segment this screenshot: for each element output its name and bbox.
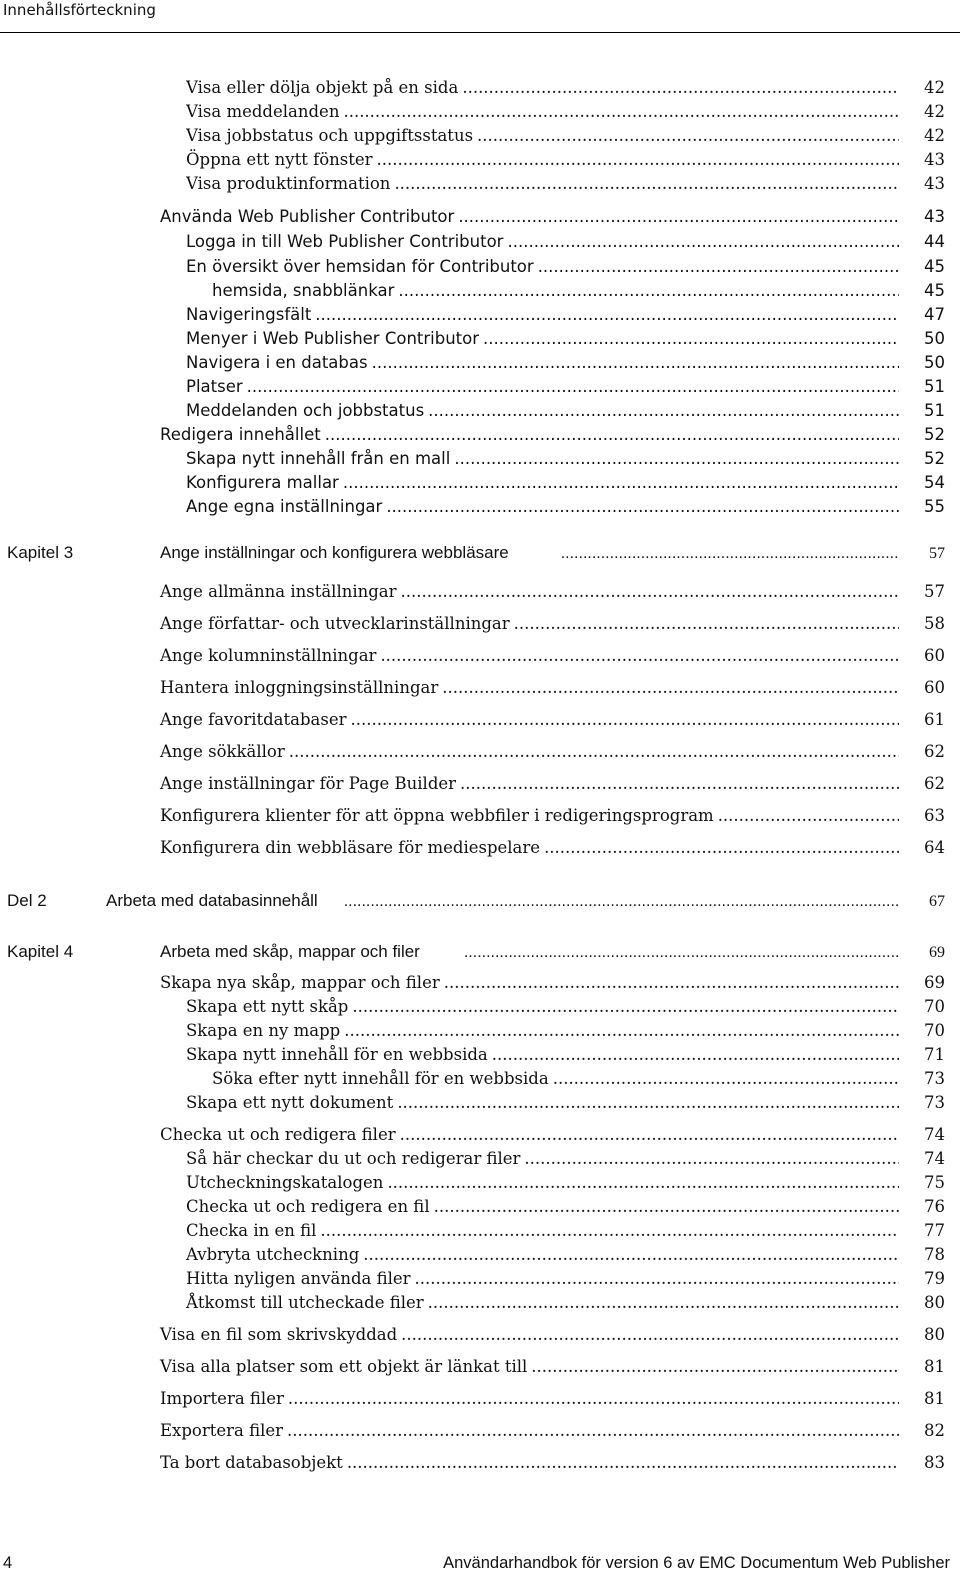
toc-entry-title: Redigera innehållet [160,425,321,444]
toc-dot-leader [542,838,899,857]
toc-dot-leader [529,1357,899,1376]
toc-page-number: 77 [924,1221,945,1240]
toc-entry[interactable] [0,401,960,427]
toc-dot-leader [341,473,899,492]
toc-dot-leader [361,1245,899,1264]
toc-entry-title: Konfigurera din webbläsare för mediespelare [160,838,541,857]
toc-entry[interactable] [0,1069,960,1095]
toc-page-number: 58 [924,614,945,633]
toc-page-number: 45 [924,281,945,300]
toc-dot-leader [392,174,899,193]
toc-dot-leader [318,1221,899,1240]
toc-page-number: 63 [924,806,945,825]
toc-entry[interactable] [0,207,960,233]
toc-page-number: 81 [924,1357,945,1376]
toc-entry[interactable] [0,102,960,128]
toc-entry-title: Navigeringsfält [186,305,312,324]
toc-page-number: 62 [924,742,945,761]
toc-dot-leader [395,1093,899,1112]
toc-entry[interactable] [0,1197,960,1223]
toc-dot-leader [716,806,899,825]
toc-page-number: 78 [924,1245,945,1264]
toc-dot-leader [413,1269,899,1288]
toc-dot-leader [462,944,899,962]
toc-dot-leader [432,1197,899,1216]
toc-entry-title: Checka ut och redigera filer [160,1125,396,1144]
toc-entry[interactable] [0,305,960,331]
toc-entry-title: Skapa ett nytt dokument [186,1093,394,1112]
toc-entry[interactable] [0,838,960,864]
toc-dot-leader [350,997,899,1016]
toc-entry-title: Ange favoritdatabaser [160,710,347,729]
toc-dot-leader [512,614,899,633]
toc-dot-leader [398,1125,899,1144]
toc-dot-leader [536,257,899,276]
toc-dot-leader [285,1421,899,1440]
toc-page-number: 71 [924,1045,945,1064]
toc-entry[interactable] [0,582,960,608]
toc-entry[interactable] [0,646,960,672]
toc-dot-leader [452,449,899,468]
toc-dot-leader [286,1389,899,1408]
toc-entry-title: Skapa en ny mapp [186,1021,341,1040]
toc-entry-title: Arbeta med skåp, mappar och filer [160,942,420,961]
toc-entry[interactable] [0,1149,960,1175]
toc-entry-title: Ange inställningar och konfigurera webbläsare [160,543,509,562]
toc-page-number: 42 [924,102,945,121]
toc-entry[interactable] [0,1093,960,1119]
toc-page-number: 80 [924,1325,945,1344]
toc-entry-title: Visa meddelanden [186,102,340,121]
toc-dot-leader [342,893,899,911]
toc-page-number: 51 [924,401,945,420]
toc-page-number: 60 [924,678,945,697]
toc-page-number: 82 [924,1421,945,1440]
toc-page-number: 57 [929,545,945,562]
toc-dot-leader [375,150,899,169]
toc-entry-title: Logga in till Web Publisher Contributor [186,232,504,251]
toc-page-number: 67 [929,893,945,910]
toc-page-number: 55 [924,497,945,516]
toc-page-number: 51 [924,377,945,396]
toc-dot-leader [342,1021,899,1040]
toc-entry[interactable] [0,1125,960,1151]
toc-dot-leader [456,207,899,226]
toc-dot-leader [384,497,899,516]
footer-book-title: Användarhandbok för version 6 av EMC Documentum Web Publisher [443,1554,950,1572]
toc-dot-leader [323,425,899,444]
header-rule [0,32,960,33]
toc-entry[interactable] [0,449,960,475]
toc-entry-title: Avbryta utcheckning [186,1245,360,1264]
toc-entry[interactable] [0,353,960,379]
page-header-title: Innehållsförteckning [3,1,156,19]
toc-entry[interactable] [0,891,960,917]
toc-page-number: 73 [924,1069,945,1088]
toc-entry-title: Importera filer [160,1389,284,1408]
toc-entry-title: Använda Web Publisher Contributor [160,207,455,226]
toc-entry-title: Ange inställningar för Page Builder [160,774,457,793]
toc-entry[interactable] [0,1325,960,1351]
toc-dot-leader [505,232,899,251]
toc-page-number: 70 [924,1021,945,1040]
toc-dot-leader [426,401,899,420]
toc-entry[interactable] [0,473,960,499]
toc-dot-leader [341,102,899,121]
toc-entry-title: En översikt över hemsidan för Contributor [186,257,534,276]
toc-entry[interactable] [0,678,960,704]
toc-entry[interactable] [0,742,960,768]
toc-entry[interactable] [0,257,960,283]
toc-page-number: 50 [924,329,945,348]
toc-dot-leader [551,1069,899,1088]
toc-dot-leader [460,78,899,97]
toc-dot-leader [349,710,900,729]
toc-chapter-label: Del 2 [7,891,47,910]
toc-entry-title: Skapa nytt innehåll för en webbsida [186,1045,488,1064]
toc-entry[interactable] [0,174,960,200]
toc-entry-title: Platser [186,377,243,396]
toc-entry-title: Skapa ett nytt skåp [186,997,349,1016]
toc-page-number: 42 [924,78,945,97]
toc-entry-title: Visa en fil som skrivskyddad [160,1325,398,1344]
toc-entry-title: Ange sökkällor [160,742,285,761]
toc-entry-title: Konfigurera klienter för att öppna webbfiler i redigeringsprogram [160,806,714,825]
toc-entry-title: Ta bort databasobjekt [160,1453,343,1472]
toc-page-number: 50 [924,353,945,372]
toc-page-number: 64 [924,838,945,857]
toc-dot-leader [399,582,899,601]
toc-page-number: 43 [924,150,945,169]
toc-entry[interactable] [0,1173,960,1199]
toc-entry[interactable] [0,497,960,523]
toc-page-number: 60 [924,646,945,665]
toc-entry-title: Ange kolumninställningar [160,646,377,665]
toc-entry[interactable] [0,78,960,104]
toc-chapter-label: Kapitel 4 [7,942,74,961]
toc-page-number: 80 [924,1293,945,1312]
toc-page-number: 79 [924,1269,945,1288]
toc-entry-title: Arbeta med databasinnehåll [106,891,318,910]
toc-page-number: 52 [924,449,945,468]
toc-page-number: 76 [924,1197,945,1216]
toc-entry[interactable] [0,232,960,258]
toc-entry-title: Skapa nytt innehåll från en mall [186,449,451,468]
toc-page-number: 83 [924,1453,945,1472]
toc-dot-leader [475,126,899,145]
toc-dot-leader [245,377,899,396]
toc-page-number: 73 [924,1093,945,1112]
toc-entry-title: Åtkomst till utcheckade filer [186,1293,424,1312]
toc-entry[interactable] [0,997,960,1023]
toc-page-number: 81 [924,1389,945,1408]
toc-entry[interactable] [0,774,960,800]
toc-entry[interactable] [0,1389,960,1415]
toc-entry-title: Utcheckningskatalogen [186,1173,384,1192]
toc-page-number: 74 [924,1125,945,1144]
toc-entry-title: Checka in en fil [186,1221,317,1240]
toc-entry[interactable] [0,1245,960,1271]
toc-entry-title: Exportera filer [160,1421,284,1440]
toc-page-number: 45 [924,257,945,276]
toc-page-number: 44 [924,232,945,251]
toc-page-number: 57 [924,582,945,601]
toc-dot-leader [287,742,899,761]
toc-entry-title: Menyer i Web Publisher Contributor [186,329,480,348]
toc-entry-title: Visa eller dölja objekt på en sida [186,78,459,97]
toc-entry[interactable] [0,614,960,640]
toc-entry-title: Visa jobbstatus och uppgiftsstatus [186,126,474,145]
toc-dot-leader [440,678,899,697]
toc-entry-title: Ange författar- och utvecklarinställningar [160,614,510,633]
toc-entry[interactable] [0,377,960,403]
toc-entry[interactable] [0,126,960,152]
toc-entry[interactable] [0,1269,960,1295]
toc-entry-title: Söka efter nytt innehåll för en webbsida [212,1069,549,1088]
toc-page-number: 54 [924,473,945,492]
toc-page-number: 47 [924,305,945,324]
toc-entry-title: Konfigurera mallar [186,473,339,492]
toc-entry[interactable] [0,150,960,176]
toc-entry[interactable] [0,1421,960,1447]
toc-dot-leader [345,1453,899,1472]
toc-page-number: 70 [924,997,945,1016]
toc-entry[interactable] [0,1045,960,1071]
toc-entry-title: Meddelanden och jobbstatus [186,401,425,420]
toc-entry-title: Ange allmänna inställningar [160,582,397,601]
toc-entry-title: Visa alla platser som ett objekt är länkat till [160,1357,528,1376]
toc-entry[interactable] [0,806,960,832]
toc-entry-title: Visa produktinformation [186,174,391,193]
toc-entry[interactable] [0,1221,960,1247]
toc-entry-title: hemsida, snabblänkar [212,281,395,300]
toc-entry[interactable] [0,543,960,569]
toc-dot-leader [426,1293,899,1312]
toc-entry[interactable] [0,973,960,999]
toc-dot-leader [490,1045,899,1064]
toc-dot-leader [481,329,899,348]
toc-entry[interactable] [0,1293,960,1319]
toc-dot-leader [442,973,899,992]
toc-page-number: 43 [924,207,945,226]
toc-page-number: 69 [924,973,945,992]
toc-dot-leader [378,646,899,665]
toc-entry[interactable] [0,710,960,736]
toc-entry[interactable] [0,329,960,355]
toc-dot-leader [370,353,899,372]
toc-entry-title: Ange egna inställningar [186,497,383,516]
toc-dot-leader [458,774,899,793]
toc-dot-leader [399,1325,899,1344]
toc-page-number: 43 [924,174,945,193]
toc-page-number: 62 [924,774,945,793]
toc-entry-title: Navigera i en databas [186,353,368,372]
toc-entry[interactable] [0,425,960,451]
toc-entry-title: Så här checkar du ut och redigerar filer [186,1149,521,1168]
toc-entry-title: Öppna ett nytt fönster [186,150,373,169]
toc-page-number: 61 [924,710,945,729]
toc-dot-leader [396,281,899,300]
toc-entry[interactable] [0,1021,960,1047]
toc-dot-leader [385,1173,899,1192]
toc-entry-title: Hitta nyligen använda filer [186,1269,411,1288]
toc-page-number: 69 [929,944,945,961]
footer-page-number: 4 [3,1554,13,1572]
toc-entry-title: Checka ut och redigera en fil [186,1197,430,1216]
toc-page-number: 52 [924,425,945,444]
toc-dot-leader [559,545,899,563]
toc-page-number: 74 [924,1149,945,1168]
toc-entry[interactable] [0,1357,960,1383]
toc-dot-leader [522,1149,899,1168]
toc-chapter-label: Kapitel 3 [7,543,74,562]
toc-entry[interactable] [0,281,960,307]
toc-entry[interactable] [0,942,960,968]
toc-page-number: 75 [924,1173,945,1192]
toc-dot-leader [313,305,899,324]
toc-entry-title: Hantera inloggningsinställningar [160,678,439,697]
toc-page-number: 42 [924,126,945,145]
toc-entry[interactable] [0,1453,960,1479]
toc-entry-title: Skapa nya skåp, mappar och filer [160,973,440,992]
